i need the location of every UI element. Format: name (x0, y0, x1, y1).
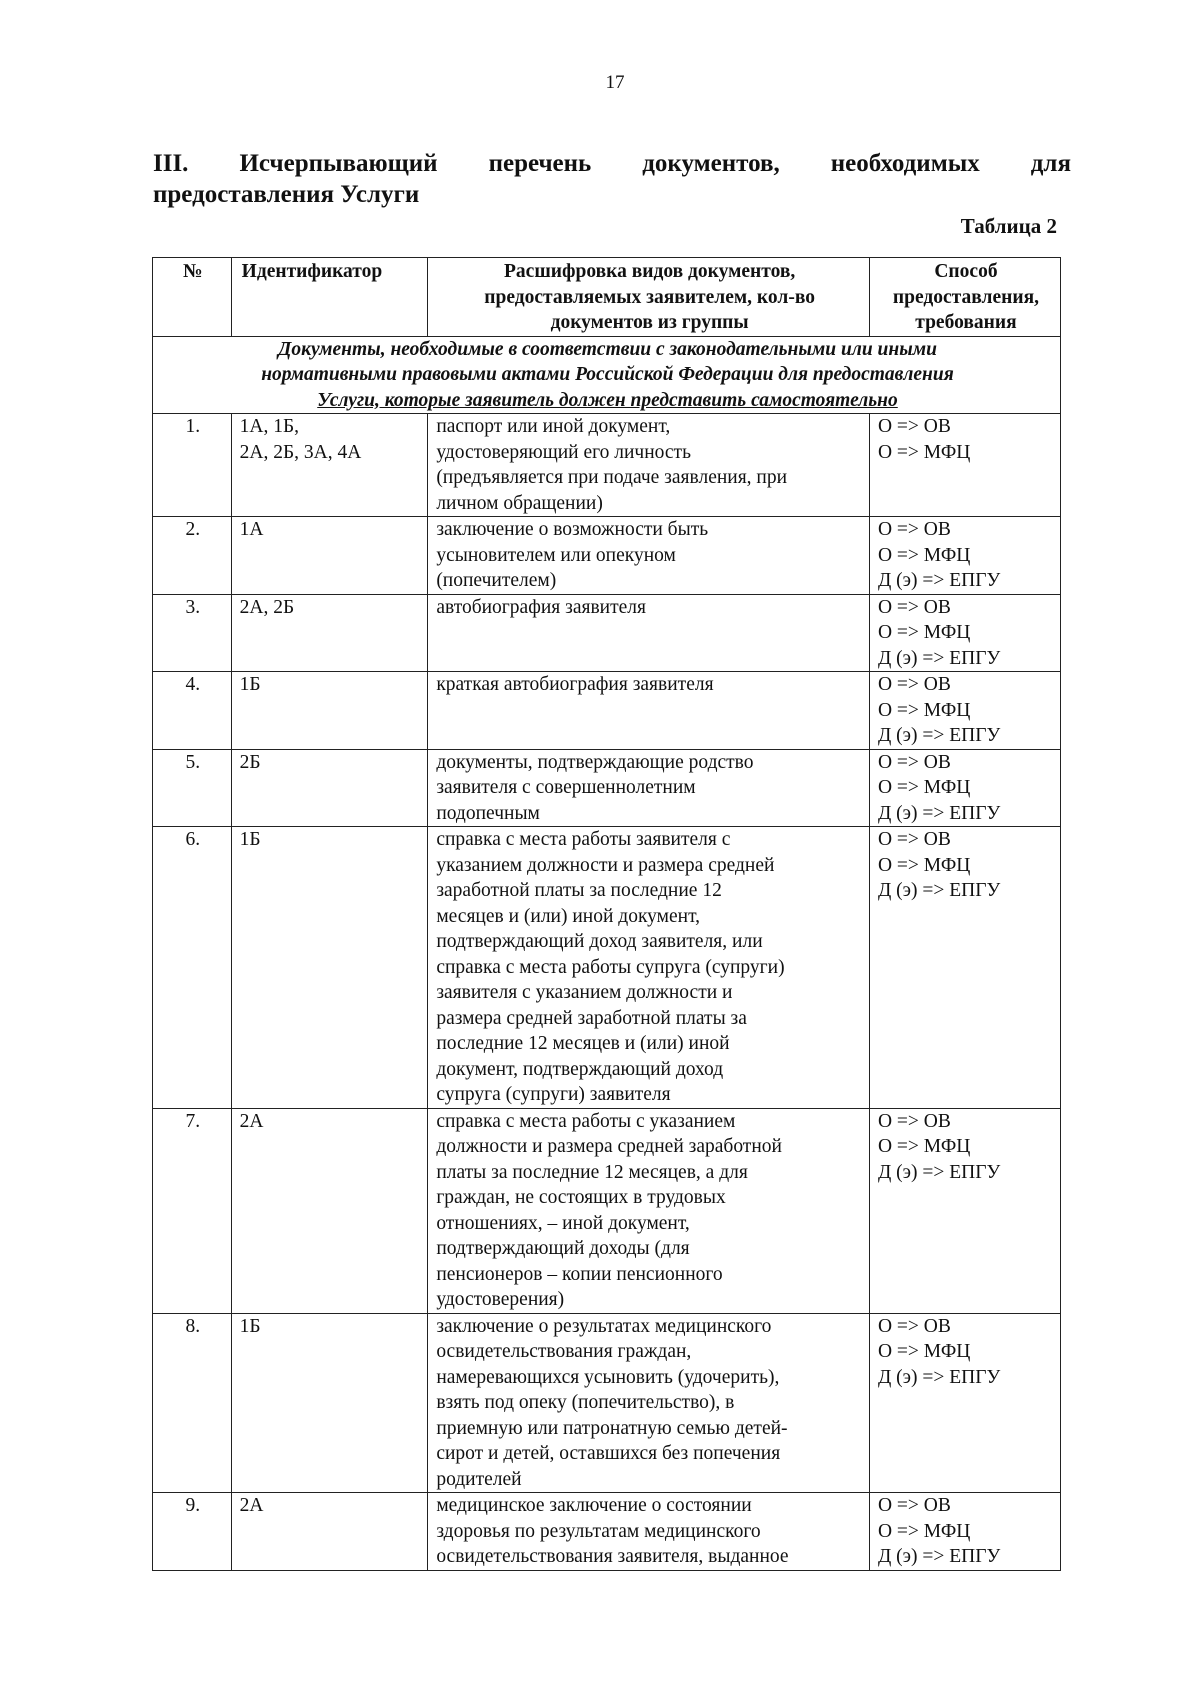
page-number: 17 (605, 72, 625, 93)
description-line: удостоверяющий его личность (436, 441, 691, 463)
description-line: (предъявляется при подаче заявления, при (436, 467, 788, 488)
heading-word: необходимых (830, 150, 980, 177)
identifier-line: 2А (239, 1495, 264, 1516)
row-method (869, 1493, 1060, 1571)
method-line: О => ОВ (877, 829, 951, 850)
header-description-line: документов из группы (550, 312, 749, 333)
description-line: платы за последние 12 месяцев, а для (436, 1161, 748, 1183)
method-line: О => ОВ (877, 416, 951, 437)
description-line: заявителя с совершеннолетним (436, 777, 696, 798)
description-line: освидетельствования заявителя, выданное (436, 1546, 789, 1567)
description-line: размера средней заработной платы за (436, 1007, 747, 1029)
method-line: Д (э) => ЕПГУ (877, 647, 1001, 669)
row-identifier (231, 517, 428, 595)
row-description (428, 1313, 870, 1493)
row-identifier (231, 1108, 428, 1313)
description-line: супруга (супруги) заявителя (436, 1084, 671, 1105)
description-line: подтверждающий доходы (для (436, 1238, 690, 1259)
table-row (153, 594, 1061, 672)
description-line: заключение о результатах медицинского (436, 1315, 772, 1337)
table-row (153, 672, 1061, 750)
table-row (153, 414, 1061, 517)
identifier-line: 1А (239, 519, 264, 540)
method-line: О => МФЦ (877, 544, 971, 566)
identifier-line: 2А, 2Б, 3А, 4А (239, 441, 362, 463)
identifier-line: 2А (239, 1110, 264, 1132)
method-line: О => МФЦ (877, 622, 971, 643)
heading-word: документов, (642, 150, 780, 177)
description-line: здоровья по результатам медицинского (436, 1520, 761, 1542)
description-line: указанием должности и размера средней (436, 854, 775, 876)
row-number: 7. (153, 1108, 232, 1313)
row-number: 5. (153, 749, 232, 827)
description-line: приемную или патронатную семью детей- (436, 1417, 788, 1439)
heading-word: III. (153, 150, 189, 177)
method-line: О => ОВ (877, 1495, 951, 1516)
method-line: Д (э) => ЕПГУ (877, 570, 1001, 591)
method-line: О => ОВ (877, 751, 951, 773)
description-line: краткая автобиография заявителя (436, 674, 714, 695)
table-header-row (153, 258, 1061, 337)
row-identifier (231, 749, 428, 827)
heading-word: Исчерпывающий (239, 150, 438, 177)
row-identifier (231, 414, 428, 517)
row-method (869, 1108, 1060, 1313)
method-line: О => МФЦ (877, 441, 971, 463)
row-identifier (231, 827, 428, 1109)
identifier-line: 1Б (239, 674, 261, 695)
row-method (869, 414, 1060, 517)
description-line: заработной платы за последние 12 (436, 880, 722, 901)
header-description-line: предоставляемых заявителем, кол-во (484, 286, 815, 308)
description-line: граждан, не состоящих в трудовых (436, 1187, 726, 1208)
method-line: О => МФЦ (877, 1341, 971, 1362)
description-line: родителей (436, 1468, 522, 1490)
description-line: справка с места работы супруга (супруги) (436, 956, 785, 978)
row-number: 6. (153, 827, 232, 1109)
table-row (153, 1313, 1061, 1493)
method-line: О => МФЦ (877, 777, 971, 798)
table-row (153, 1108, 1061, 1313)
header-description-line: Расшифровка видов документов, (504, 261, 796, 282)
heading-line-1 (153, 148, 1071, 179)
header-identifier: Идентификатор (231, 258, 428, 337)
heading-word: для (1030, 150, 1071, 177)
table-row (153, 1493, 1061, 1571)
row-method (869, 672, 1060, 750)
row-method (869, 594, 1060, 672)
row-description (428, 594, 870, 672)
description-line: паспорт или иной документ, (436, 416, 671, 437)
description-line: заявителя с указанием должности и (436, 982, 733, 1003)
identifier-line: 2Б (239, 751, 261, 773)
method-line: О => ОВ (877, 596, 951, 618)
description-line: усыновителем или опекуном (436, 544, 676, 566)
method-line: О => МФЦ (877, 1520, 971, 1542)
description-line: справка с места работы заявителя с (436, 829, 731, 850)
method-line: Д (э) => ЕПГУ (877, 802, 1001, 824)
row-identifier (231, 1313, 428, 1493)
row-method (869, 827, 1060, 1109)
row-number: 4. (153, 672, 232, 750)
method-line: О => ОВ (877, 1110, 951, 1132)
header-method-line: требования (915, 312, 1017, 333)
method-line: О => ОВ (877, 674, 951, 695)
identifier-line: 1Б (239, 829, 261, 850)
description-line: (попечителем) (436, 570, 557, 591)
row-description (428, 517, 870, 595)
description-line: намеревающихся усыновить (удочерить), (436, 1366, 780, 1388)
table-row (153, 749, 1061, 827)
description-line: личном обращении) (436, 492, 603, 514)
method-line: Д (э) => ЕПГУ (877, 1546, 1001, 1567)
section-title-line: Документы, необходимые в соответствии с законодательными или иными (278, 338, 937, 360)
row-number: 9. (153, 1493, 232, 1571)
method-line: Д (э) => ЕПГУ (877, 1161, 1001, 1183)
description-line: месяцев и (или) иной документ, (436, 905, 701, 927)
table-caption: Таблица 2 (960, 214, 1057, 238)
method-line: О => ОВ (877, 519, 951, 540)
description-line: отношениях, – иной документ, (436, 1212, 690, 1234)
method-line: О => ОВ (877, 1315, 951, 1337)
row-description (428, 1108, 870, 1313)
section-title-line: Услуги, которые заявитель должен представить самостоятельно (317, 389, 898, 411)
row-description (428, 749, 870, 827)
row-description (428, 672, 870, 750)
description-line: должности и размера средней заработной (436, 1136, 782, 1157)
description-line: документ, подтверждающий доход (436, 1058, 724, 1080)
description-line: документы, подтверждающие родство (436, 751, 754, 773)
description-line: сирот и детей, оставшихся без попечения (436, 1443, 781, 1464)
header-description (428, 258, 870, 337)
description-line: пенсионеров – копии пенсионного (436, 1263, 723, 1285)
row-identifier (231, 594, 428, 672)
row-description (428, 827, 870, 1109)
method-line: Д (э) => ЕПГУ (877, 880, 1001, 901)
section-heading (153, 148, 1071, 210)
section-title (153, 336, 1061, 414)
method-line: О => МФЦ (877, 854, 971, 876)
row-number: 2. (153, 517, 232, 595)
description-line: освидетельствования граждан, (436, 1341, 692, 1362)
header-method (869, 258, 1060, 337)
method-line: Д (э) => ЕПГУ (877, 1366, 1001, 1388)
description-line: автобиография заявителя (436, 596, 646, 618)
method-line: Д (э) => ЕПГУ (877, 725, 1001, 746)
row-number: 1. (153, 414, 232, 517)
row-description (428, 1493, 870, 1571)
method-line: О => МФЦ (877, 699, 971, 721)
identifier-line: 2А, 2Б (239, 596, 295, 618)
table-row (153, 827, 1061, 1109)
row-method (869, 1313, 1060, 1493)
identifier-line: 1А, 1Б, (239, 416, 300, 437)
identifier-line: 1Б (239, 1315, 261, 1337)
heading-word: перечень (488, 150, 592, 177)
table-row (153, 517, 1061, 595)
header-num: № (153, 258, 232, 337)
description-line: справка с места работы с указанием (436, 1110, 736, 1132)
section-title-line: нормативными правовыми актами Российской Федерации для предоставления (261, 364, 954, 385)
method-line: О => МФЦ (877, 1136, 971, 1157)
header-method-line: предоставления, (892, 286, 1040, 308)
row-identifier (231, 1493, 428, 1571)
description-line: последние 12 месяцев и (или) иной (436, 1033, 730, 1054)
description-line: подопечным (436, 802, 540, 824)
description-line: медицинское заключение о состоянии (436, 1495, 752, 1516)
row-description (428, 414, 870, 517)
header-method-line: Способ (934, 261, 998, 282)
row-number: 8. (153, 1313, 232, 1493)
description-line: взять под опеку (попечительство), в (436, 1392, 735, 1413)
documents-table (152, 257, 1061, 1571)
heading-line-2: предоставления Услуги (153, 181, 420, 208)
section-row (153, 336, 1061, 414)
description-line: удостоверения) (436, 1289, 565, 1310)
row-number: 3. (153, 594, 232, 672)
row-identifier (231, 672, 428, 750)
row-method (869, 517, 1060, 595)
description-line: заключение о возможности быть (436, 519, 709, 540)
row-method (869, 749, 1060, 827)
description-line: подтверждающий доход заявителя, или (436, 931, 763, 952)
